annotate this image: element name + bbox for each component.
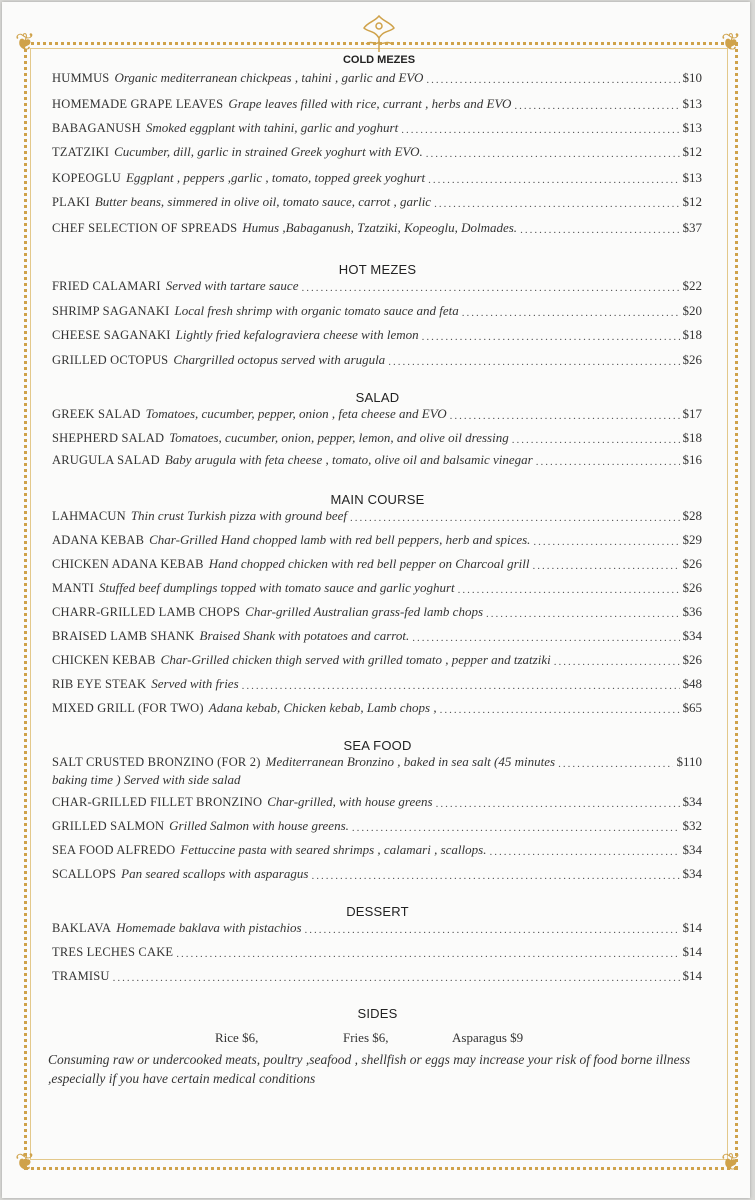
item-name: SEA FOOD ALFREDO — [52, 843, 176, 857]
item-description: Butter beans, simmered in olive oil, tomato sauce, carrot , garlic — [94, 194, 432, 209]
corner-ornament-bottom-right: ❦ — [720, 1150, 742, 1176]
dot-leader — [412, 632, 679, 644]
item-name: FRIED CALAMARI — [52, 279, 161, 293]
dot-leader — [450, 410, 680, 422]
menu-item — [52, 218, 702, 236]
item-name: CHEF SELECTION OF SPREADS — [52, 221, 238, 235]
menu-item — [52, 752, 702, 770]
item-name: BRAISED LAMB SHANK — [52, 629, 195, 643]
dot-leader — [401, 124, 679, 136]
item-name: CHAR-GRILLED FILLET BRONZINO — [52, 795, 263, 809]
menu-item — [52, 301, 702, 319]
dot-leader — [558, 758, 673, 770]
item-name: CHEESE SAGANAKI — [52, 328, 171, 342]
section-title-sea-food: SEA FOOD — [343, 738, 412, 753]
item-price: $18 — [682, 327, 702, 342]
menu-item — [52, 68, 702, 86]
menu-item — [52, 650, 702, 668]
menu-item — [52, 276, 702, 294]
item-price: $32 — [682, 818, 702, 833]
menu-item — [52, 840, 702, 858]
item-name: SCALLOPS — [52, 867, 117, 881]
item-description: Char-grilled Australian grass-fed lamb chops — [245, 604, 483, 619]
item-price: $34 — [682, 794, 702, 809]
menu-item — [52, 816, 702, 834]
health-notice: Consuming raw or undercooked meats, poultry ,seafood , shellfish or eggs may increase your risk of food borne illness ,especially if you have certain medical conditions — [48, 1052, 691, 1086]
item-name: KOPEOGLU — [52, 171, 121, 185]
item-name: GRILLED SALMON — [52, 819, 165, 833]
dot-leader — [426, 74, 679, 86]
menu-item — [52, 674, 702, 692]
menu-item — [52, 966, 702, 984]
dot-leader — [489, 846, 679, 858]
item-name: CHARR-GRILLED LAMB CHOPS — [52, 605, 241, 619]
section-title-sides: SIDES — [357, 1006, 398, 1021]
dot-leader — [242, 680, 680, 692]
item-name: MIXED GRILL (FOR TWO) — [52, 701, 204, 715]
item-price: $110 — [676, 754, 702, 769]
menu-item — [52, 325, 702, 343]
menu-item — [52, 578, 702, 596]
menu-item — [52, 404, 702, 422]
menu-item — [52, 864, 702, 882]
side-item: Asparagus $9 — [452, 1030, 524, 1045]
dot-leader — [422, 331, 680, 343]
item-name: TRAMISU — [52, 969, 110, 983]
dot-leader — [311, 870, 679, 882]
item-description: Tomatoes, cucumber, pepper, onion , feta cheese and EVO — [145, 406, 447, 421]
menu-item — [52, 698, 702, 716]
menu-item — [52, 450, 702, 468]
item-price: $29 — [682, 532, 702, 547]
item-name: TRES LECHES CAKE — [52, 945, 174, 959]
item-name: LAHMACUN — [52, 509, 126, 523]
item-price: $26 — [682, 556, 702, 571]
item-description: Smoked eggplant with tahini, garlic and yoghurt — [145, 120, 399, 135]
item-description: Char-Grilled Hand chopped lamb with red bell peppers, herb and spices. — [149, 532, 531, 547]
corner-ornament-top-left: ❦ — [14, 30, 36, 56]
item-description: Char-Grilled chicken thigh served with grilled tomato , pepper and tzatziki — [160, 652, 551, 667]
dot-leader — [533, 536, 679, 548]
dot-leader — [113, 972, 680, 984]
item-price: $36 — [682, 604, 702, 619]
item-price: $34 — [682, 842, 702, 857]
dot-leader — [301, 282, 679, 294]
dot-leader — [428, 174, 679, 186]
menu-item — [52, 942, 702, 960]
dot-leader — [434, 198, 679, 210]
menu-item — [52, 530, 702, 548]
item-description: Hand chopped chicken with red bell pepper on Charcoal grill — [208, 556, 530, 571]
item-name: BAKLAVA — [52, 921, 112, 935]
item-description: Cucumber, dill, garlic in strained Greek yoghurt with EVO. — [114, 144, 423, 159]
section-title-main-course: MAIN COURSE — [330, 492, 425, 507]
item-price: $12 — [682, 144, 702, 159]
item-price: $14 — [682, 944, 702, 959]
menu-item — [52, 94, 702, 112]
item-description: Braised Shank with potatoes and carrot. — [199, 628, 410, 643]
item-description: Adana kebab, Chicken kebab, Lamb chops , — [208, 700, 437, 715]
side-item: Rice $6, — [215, 1030, 259, 1045]
item-description: Baby arugula with feta cheese , tomato, olive oil and balsamic vinegar — [164, 452, 533, 467]
item-price: $16 — [682, 452, 702, 467]
item-description: Fettuccine pasta with seared shrimps , calamari , scallops. — [180, 842, 487, 857]
item-description: Humus ,Babaganush, Tzatziki, Kopeoglu, Dolmades. — [242, 220, 518, 235]
menu-item — [52, 428, 702, 446]
dot-leader — [486, 608, 680, 620]
item-name: PLAKI — [52, 195, 90, 209]
item-name: ARUGULA SALAD — [52, 453, 160, 467]
item-name: RIB EYE STEAK — [52, 677, 147, 691]
item-price: $34 — [682, 628, 702, 643]
menu-item — [52, 602, 702, 620]
menu-item — [52, 506, 702, 524]
item-name: TZATZIKI — [52, 145, 110, 159]
menu-item — [52, 192, 702, 210]
item-description: Grilled Salmon with house greens. — [169, 818, 349, 833]
menu-item — [52, 168, 702, 186]
item-description: Lightly fried kefalograviera cheese with lemon — [175, 327, 419, 342]
item-price: $37 — [682, 220, 702, 235]
dot-leader — [352, 822, 680, 834]
dot-leader — [305, 924, 680, 936]
item-name: GREEK SALAD — [52, 407, 141, 421]
dot-leader — [458, 584, 680, 596]
dot-leader — [514, 100, 679, 112]
dot-leader — [440, 704, 680, 716]
corner-ornament-top-right: ❦ — [720, 30, 742, 56]
dot-leader — [462, 307, 680, 319]
item-price: $20 — [682, 303, 702, 318]
dot-leader — [388, 356, 679, 368]
dot-leader — [532, 560, 679, 572]
section-title-dessert: DESSERT — [346, 904, 409, 919]
item-description: Mediterranean Bronzino , baked in sea salt (45 minutes — [265, 754, 556, 769]
dot-leader — [536, 456, 680, 468]
menu-item — [52, 142, 702, 160]
corner-ornament-bottom-left: ❦ — [14, 1150, 36, 1176]
item-name: SHRIMP SAGANAKI — [52, 304, 170, 318]
menu-item — [52, 554, 702, 572]
item-description: Served with tartare sauce — [165, 278, 299, 293]
item-price: $13 — [682, 96, 702, 111]
item-description-continued: baking time ) Served with side salad — [52, 772, 241, 787]
section-title-salad: SALAD — [355, 390, 400, 405]
dot-leader — [350, 512, 679, 524]
section-title-hot-mezes: HOT MEZES — [338, 262, 417, 277]
menu-item — [52, 350, 702, 368]
item-description: Served with fries — [151, 676, 239, 691]
item-price: $13 — [682, 120, 702, 135]
crest-ornament-icon — [354, 12, 404, 56]
item-description: Local fresh shrimp with organic tomato sauce and feta — [174, 303, 459, 318]
item-price: $14 — [682, 920, 702, 935]
item-price: $18 — [682, 430, 702, 445]
menu-item — [52, 626, 702, 644]
item-name: CHICKEN KEBAB — [52, 653, 156, 667]
item-price: $26 — [682, 580, 702, 595]
side-item: Fries $6, — [343, 1030, 389, 1045]
item-description: Pan seared scallops with asparagus — [121, 866, 309, 881]
item-description: Eggplant , peppers ,garlic , tomato, topped greek yoghurt — [125, 170, 426, 185]
item-price: $12 — [682, 194, 702, 209]
item-description: Grape leaves filled with rice, currant , herbs and EVO — [228, 96, 512, 111]
item-price: $48 — [682, 676, 702, 691]
menu-item — [52, 918, 702, 936]
item-price: $14 — [682, 968, 702, 983]
item-price: $17 — [682, 406, 702, 421]
item-name: HOMEMADE GRAPE LEAVES — [52, 97, 224, 111]
item-description: Tomatoes, cucumber, onion, pepper, lemon, and olive oil dressing — [169, 430, 509, 445]
item-price: $13 — [682, 170, 702, 185]
item-name: MANTI — [52, 581, 94, 595]
item-price: $34 — [682, 866, 702, 881]
item-name: SALT CRUSTED BRONZINO (FOR 2) — [52, 755, 261, 769]
dot-leader — [520, 224, 679, 236]
item-price: $65 — [682, 700, 702, 715]
item-price: $22 — [682, 278, 702, 293]
item-name: HUMMUS — [52, 71, 110, 85]
dot-leader — [554, 656, 680, 668]
menu-item — [52, 792, 702, 810]
item-price: $10 — [682, 70, 702, 85]
item-name: CHICKEN ADANA KEBAB — [52, 557, 204, 571]
menu-item — [52, 118, 702, 136]
item-description: Organic mediterranean chickpeas , tahini , garlic and EVO — [114, 70, 424, 85]
dot-leader — [426, 148, 680, 160]
item-price: $28 — [682, 508, 702, 523]
item-description: Char-grilled, with house greens — [267, 794, 433, 809]
dot-leader — [512, 434, 680, 446]
dot-leader — [436, 798, 680, 810]
dot-leader — [176, 948, 679, 960]
item-price: $26 — [682, 352, 702, 367]
item-description: Chargrilled octopus served with arugula — [173, 352, 386, 367]
item-description: Stuffed beef dumplings topped with tomato sauce and garlic yoghurt — [98, 580, 455, 595]
item-description: Homemade baklava with pistachios — [116, 920, 302, 935]
item-description: Thin crust Turkish pizza with ground beef — [130, 508, 348, 523]
item-name: GRILLED OCTOPUS — [52, 353, 169, 367]
item-name: SHEPHERD SALAD — [52, 431, 165, 445]
item-name: ADANA KEBAB — [52, 533, 145, 547]
item-price: $26 — [682, 652, 702, 667]
section-title-cold-mezes: COLD MEZES — [334, 54, 424, 66]
item-name: BABAGANUSH — [52, 121, 141, 135]
